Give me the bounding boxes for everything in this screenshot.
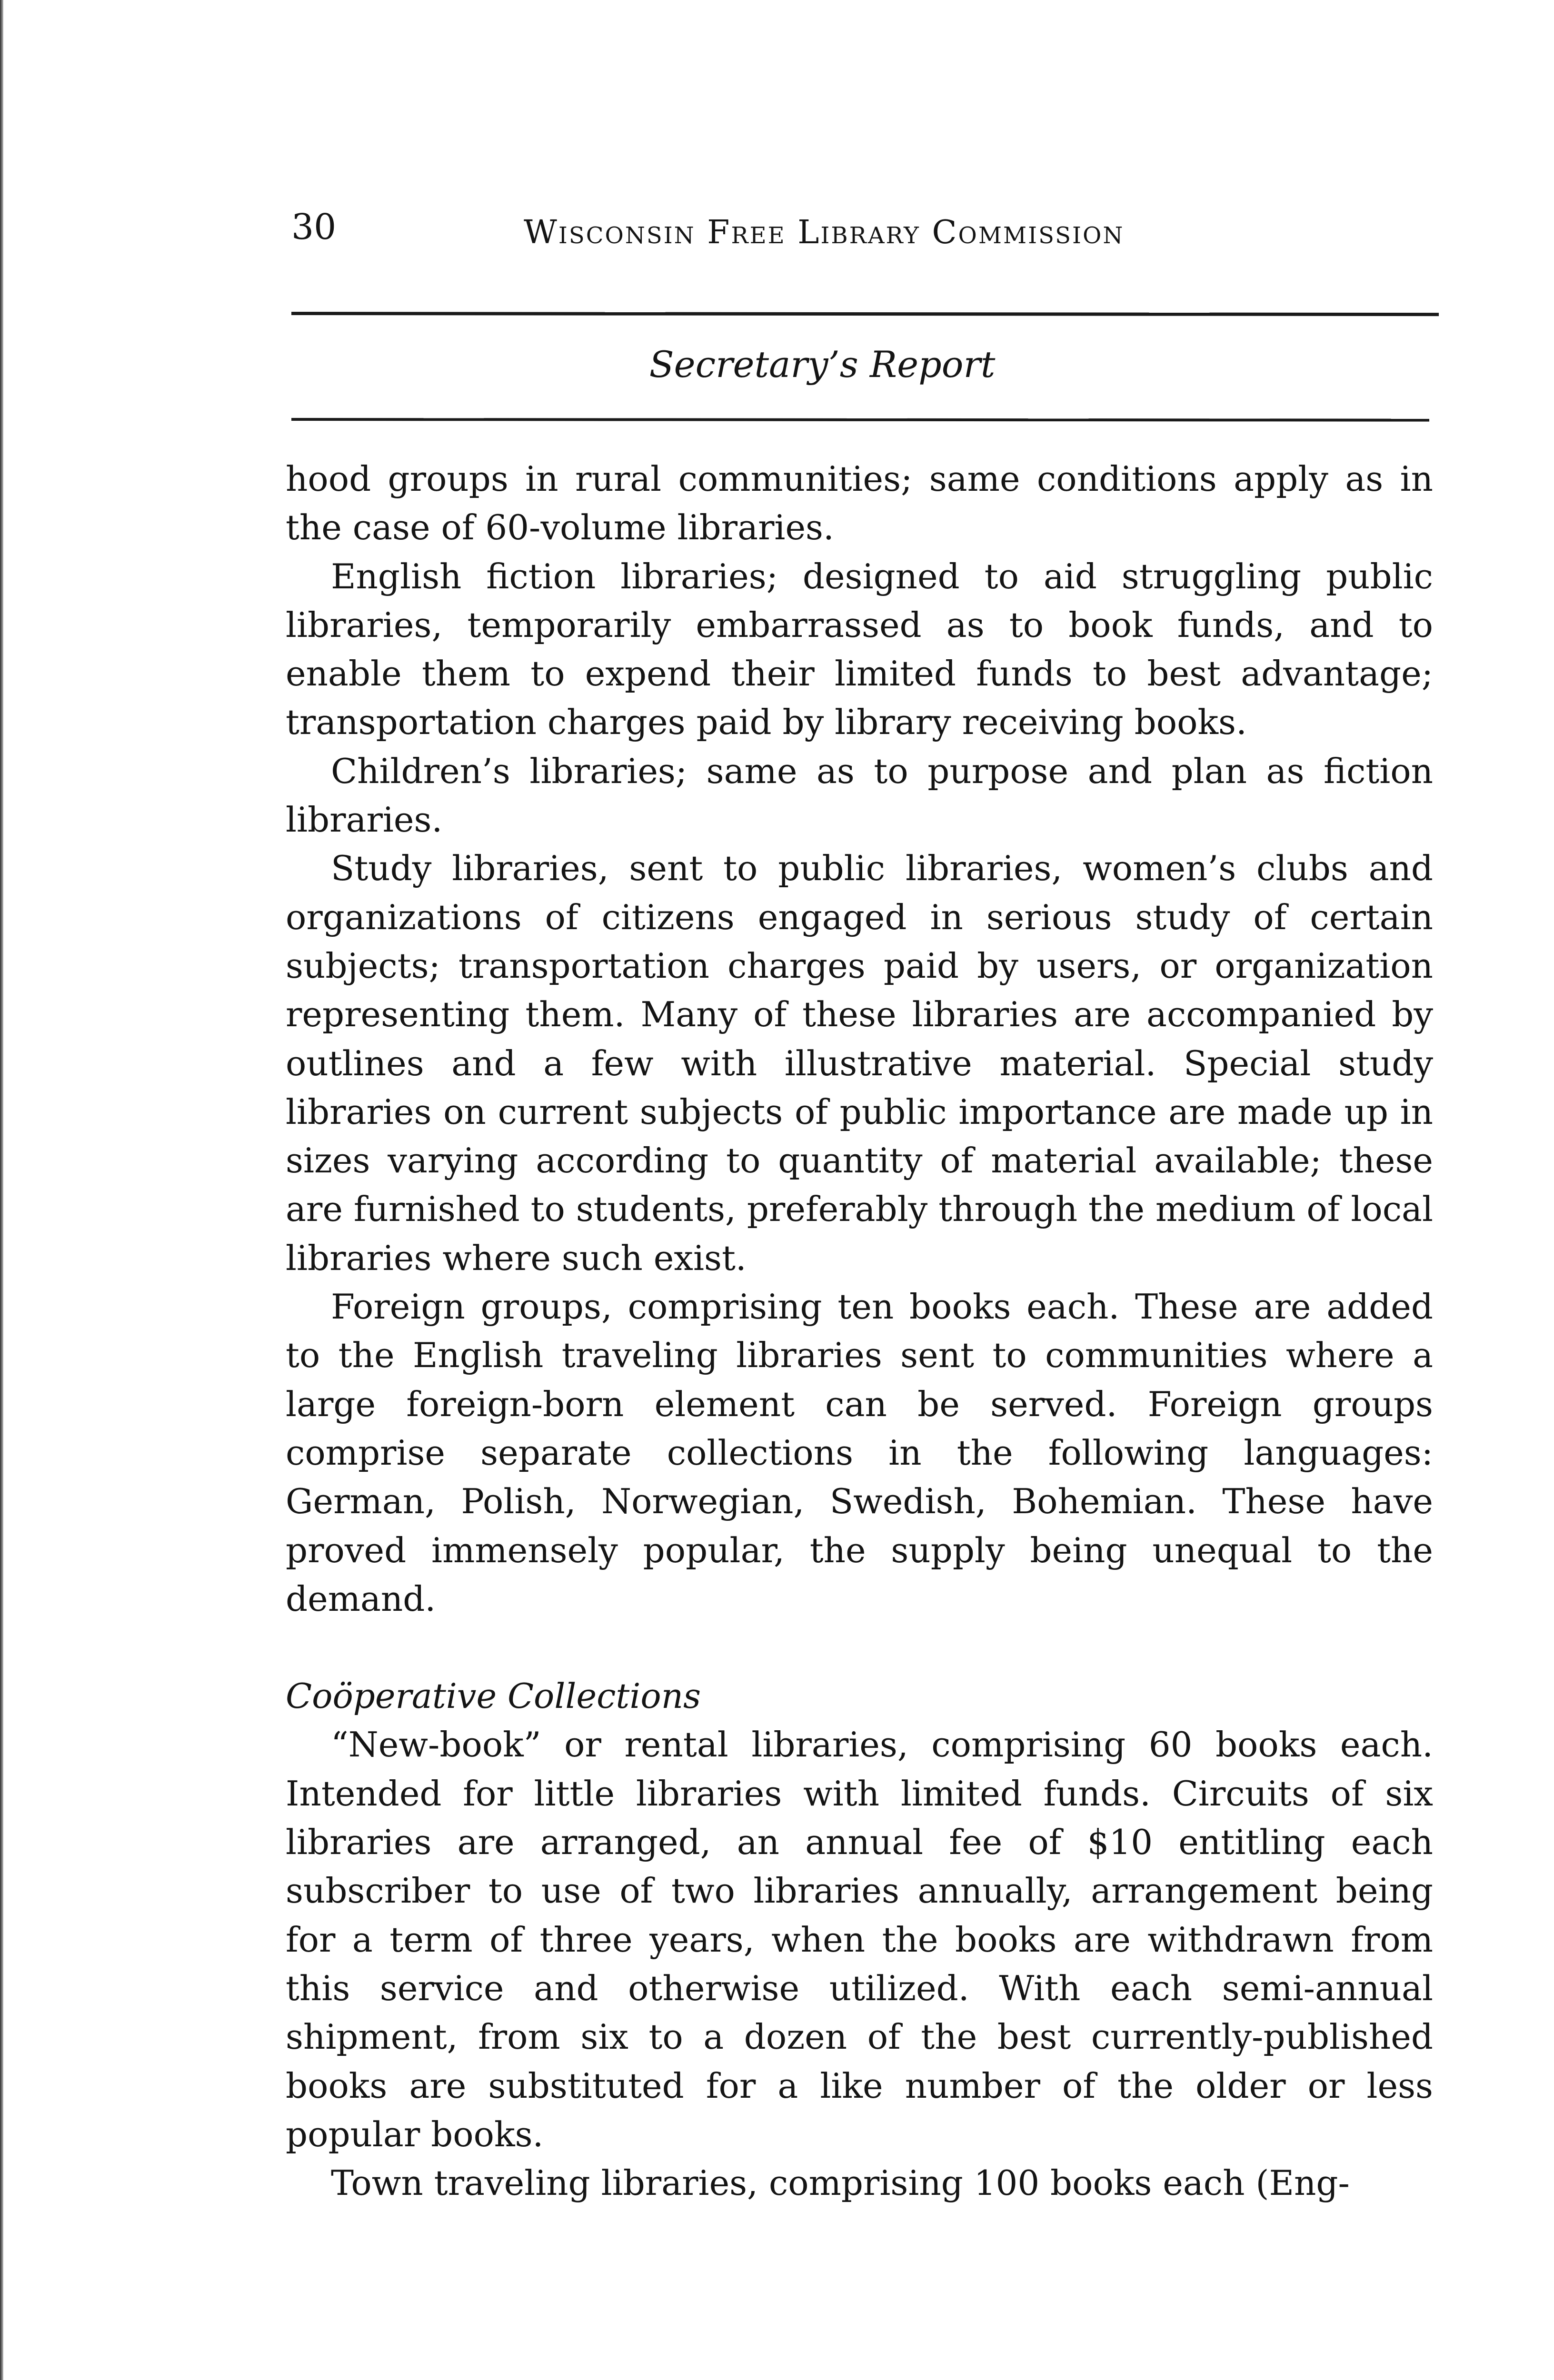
paragraph-foreign-groups: Foreign groups, comprising ten books each. These are added to the English traveling libraries sent to communities where a large foreign-born element can be served. Foreign groups comprise separate collections in the following languages: German, Polish, Norwegian, Swedish, Bohemian. These have proved immensely popular, the supply being unequal to the demand. bbox=[286, 1287, 1433, 1619]
body-text bbox=[286, 455, 1433, 2207]
paragraph-town-traveling: Town traveling libraries, comprising 100 books each (Eng- bbox=[331, 2163, 1350, 2203]
running-head-title: Wisconsin Free Library Commission bbox=[524, 214, 1125, 251]
section-subtitle: Secretary’s Report bbox=[649, 343, 996, 386]
paragraph-continuation: hood groups in rural communities; same conditions apply as in the case of 60-volume libraries. bbox=[286, 459, 1433, 548]
page-number: 30 bbox=[291, 207, 337, 248]
header-rule-bottom bbox=[291, 418, 1429, 422]
paragraph-english-fiction: English fiction libraries; designed to aid struggling public libraries, temporarily embarrassed as to book funds, and to enable them to expend their limited funds to best advantage; transportation charges paid by library receiving books. bbox=[286, 556, 1433, 743]
paragraph-new-book-libraries: “New-book” or rental libraries, comprising 60 books each. Intended for little libraries with limited funds. Circuits of six libraries are arranged, an annual fee of $10 entitling each subscriber to use of two libraries annually, arrangement being for a term of three years, when the books are withdrawn from this service and otherwise utilized. With each semi-annual shipment, from six to a dozen of the best currently-published books are substituted for a like number of the older or less popular books. bbox=[286, 1725, 1433, 2154]
header-rule-top bbox=[291, 312, 1439, 316]
paragraph-study-libraries: Study libraries, sent to public libraries, women’s clubs and organizations of citizens engaged in serious study of certain subjects; transportation charges paid by users, or organization representing them. Many of these libraries are accompanied by outlines and a few with illustrative material. Special study libraries on current subjects of public importance are made up in sizes varying according to quantity of material available; these are furnished to students, preferably through the medium of local libraries where such exist. bbox=[286, 848, 1433, 1278]
paragraph-childrens-libraries: Children’s libraries; same as to purpose and plan as fiction libraries. bbox=[286, 751, 1433, 840]
section-heading-cooperative: Coöperative Collections bbox=[286, 1676, 701, 1716]
